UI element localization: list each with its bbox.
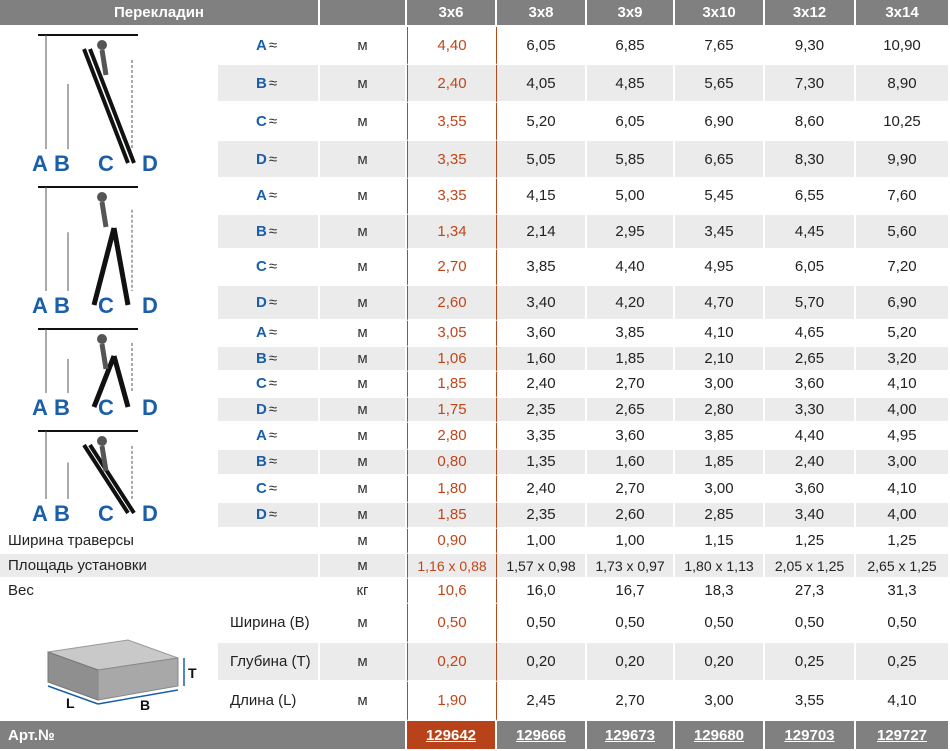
svg-text:C: C (98, 151, 114, 176)
svg-text:A: A (32, 395, 48, 420)
article-cell (856, 721, 950, 749)
value-cell: 3,60 (497, 321, 587, 347)
value-cell: 1,90 (407, 682, 497, 721)
value-cell: 3,60 (765, 372, 856, 398)
dimension-letter: B (256, 222, 267, 240)
table-row (0, 179, 950, 215)
value-cell: 2,40 (765, 450, 856, 477)
value-cell: 7,30 (765, 65, 856, 103)
value-cell: 9,30 (765, 27, 856, 65)
box-label-l: L (66, 694, 75, 711)
value-cell: 31,3 (856, 579, 950, 604)
approx-symbol: ≈ (268, 453, 278, 471)
approx-symbol: ≈ (268, 400, 278, 418)
svg-text:B: B (54, 395, 70, 420)
dimension-letter: A (256, 426, 267, 444)
header-row (0, 0, 950, 27)
value-cell: 1,60 (587, 450, 675, 477)
value-cell: 3,00 (675, 372, 765, 398)
box-label-b: B (140, 696, 151, 712)
value-cell: 3,20 (856, 347, 950, 373)
value-cell: 6,65 (675, 141, 765, 179)
ladder-diagram-cell (0, 27, 218, 179)
footer-row (0, 721, 950, 749)
value-cell: 10,25 (856, 103, 950, 141)
dimension-letter: A (256, 36, 267, 54)
dimension-label (218, 398, 320, 424)
value-cell: 1,57 x 0,98 (497, 554, 587, 579)
value-cell: 3,85 (587, 321, 675, 347)
dimension-letter: A (256, 324, 267, 342)
dimension-letter: B (256, 349, 267, 367)
svg-text:D: D (142, 501, 158, 526)
value-cell: 6,05 (587, 103, 675, 141)
dimension-label (218, 141, 320, 179)
dimension-letter: C (256, 479, 267, 497)
unit-cell: м (320, 604, 407, 643)
article-link[interactable]: 129703 (784, 726, 835, 744)
value-cell: 4,10 (856, 682, 950, 721)
header-col: 3x9 (587, 0, 675, 27)
value-cell: 4,40 (765, 423, 856, 450)
svg-text:B: B (54, 151, 70, 176)
approx-symbol: ≈ (268, 112, 278, 130)
article-cell (497, 721, 587, 749)
value-cell: 5,60 (856, 215, 950, 251)
value-cell: 6,05 (497, 27, 587, 65)
value-cell: 2,70 (407, 250, 497, 286)
value-cell: 1,16 x 0,88 (407, 554, 497, 579)
value-cell: 8,90 (856, 65, 950, 103)
value-cell: 3,85 (675, 423, 765, 450)
value-cell: 2,35 (497, 398, 587, 424)
value-cell: 2,60 (407, 286, 497, 322)
dimension-label (218, 423, 320, 450)
value-cell: 3,35 (497, 423, 587, 450)
article-label: Арт.№ (0, 721, 407, 749)
value-cell: 6,90 (856, 286, 950, 322)
unit-cell: м (320, 503, 407, 530)
value-cell: 3,85 (497, 250, 587, 286)
value-cell: 27,3 (765, 579, 856, 604)
value-cell: 0,90 (407, 529, 497, 554)
value-cell: 6,55 (765, 179, 856, 215)
ladder-diagram-combined-ladder-a-frame-extended (0, 179, 216, 319)
value-cell: 4,40 (407, 27, 497, 65)
ladder-diagram-cell (0, 179, 218, 321)
value-cell: 1,60 (497, 347, 587, 373)
article-cell (765, 721, 856, 749)
ladder-diagram-ladder-against-wall-short (0, 423, 216, 527)
dimension-letter: A (256, 187, 267, 205)
dimension-label (218, 179, 320, 215)
value-cell: 0,20 (675, 643, 765, 682)
value-cell: 4,05 (497, 65, 587, 103)
unit-cell: м (320, 65, 407, 103)
value-cell: 10,90 (856, 27, 950, 65)
value-cell: 2,85 (675, 503, 765, 530)
approx-symbol: ≈ (268, 479, 278, 497)
row-name: Ширина траверсы (0, 529, 320, 554)
value-cell: 5,70 (765, 286, 856, 322)
box-label-t: T (188, 664, 197, 681)
value-cell: 1,75 (407, 398, 497, 424)
unit-cell: м (320, 398, 407, 424)
value-cell: 2,40 (407, 65, 497, 103)
dimension-letter: D (256, 400, 267, 418)
package-box-diagram (0, 612, 216, 712)
value-cell: 4,10 (856, 372, 950, 398)
unit-cell: м (320, 476, 407, 503)
dimension-label (218, 503, 320, 530)
value-cell: 4,00 (856, 503, 950, 530)
article-link[interactable]: 129673 (604, 726, 656, 744)
unit-cell: м (320, 347, 407, 373)
value-cell: 3,60 (587, 423, 675, 450)
dimension-label (218, 321, 320, 347)
svg-text:C: C (98, 501, 114, 526)
unit-cell: м (320, 450, 407, 477)
value-cell: 7,20 (856, 250, 950, 286)
value-cell: 2,35 (497, 503, 587, 530)
value-cell: 1,00 (497, 529, 587, 554)
value-cell: 1,80 (407, 476, 497, 503)
dimension-letter: D (256, 150, 267, 168)
dimension-label (218, 65, 320, 103)
unit-cell: м (320, 423, 407, 450)
value-cell: 0,20 (407, 643, 497, 682)
article-cell (587, 721, 675, 749)
value-cell: 2,70 (587, 682, 675, 721)
header-col: 3x14 (856, 0, 950, 27)
dimension-label (218, 476, 320, 503)
value-cell: 3,40 (765, 503, 856, 530)
approx-symbol: ≈ (268, 36, 278, 54)
value-cell: 2,40 (497, 476, 587, 503)
value-cell: 3,00 (856, 450, 950, 477)
unit-cell: м (320, 215, 407, 251)
value-cell: 2,70 (587, 372, 675, 398)
header-col: 3x6 (407, 0, 497, 27)
article-link[interactable]: 129666 (515, 726, 567, 744)
unit-cell: м (320, 682, 407, 721)
dimension-label (218, 450, 320, 477)
value-cell: 5,05 (497, 141, 587, 179)
value-cell: 1,85 (675, 450, 765, 477)
value-cell: 1,80 x 1,13 (675, 554, 765, 579)
svg-text:B: B (54, 293, 70, 318)
value-cell: 5,65 (675, 65, 765, 103)
unit-cell: м (320, 529, 407, 554)
value-cell: 0,25 (856, 643, 950, 682)
value-cell: 4,85 (587, 65, 675, 103)
value-cell: 3,60 (765, 476, 856, 503)
row-name: Ширина (B) (218, 604, 320, 643)
header-col: 3x12 (765, 0, 856, 27)
value-cell: 1,25 (765, 529, 856, 554)
value-cell: 6,90 (675, 103, 765, 141)
value-cell: 10,6 (407, 579, 497, 604)
value-cell: 4,40 (587, 250, 675, 286)
dimension-letter: D (256, 506, 267, 524)
value-cell: 5,20 (856, 321, 950, 347)
value-cell: 5,85 (587, 141, 675, 179)
value-cell: 0,50 (497, 604, 587, 643)
value-cell: 3,40 (497, 286, 587, 322)
value-cell: 1,15 (675, 529, 765, 554)
ladder-diagram-cell (0, 423, 218, 529)
ladder-diagram-cell (0, 321, 218, 423)
value-cell: 4,15 (497, 179, 587, 215)
value-cell: 9,90 (856, 141, 950, 179)
value-cell: 2,40 (497, 372, 587, 398)
value-cell: 3,55 (407, 103, 497, 141)
ladder-diagram-single-ladder-against-wall (0, 27, 216, 177)
value-cell: 1,34 (407, 215, 497, 251)
dimension-letter: C (256, 375, 267, 393)
value-cell: 3,45 (675, 215, 765, 251)
header-col: 3x8 (497, 0, 587, 27)
header-unit-spacer (320, 0, 407, 27)
value-cell: 2,10 (675, 347, 765, 373)
approx-symbol: ≈ (268, 222, 278, 240)
dimension-label (218, 286, 320, 322)
approx-symbol: ≈ (268, 258, 278, 276)
value-cell: 0,80 (407, 450, 497, 477)
approx-symbol: ≈ (268, 187, 278, 205)
svg-text:C: C (98, 395, 114, 420)
value-cell: 2,65 (587, 398, 675, 424)
value-cell: 3,55 (765, 682, 856, 721)
table-body (0, 27, 950, 721)
table-row (0, 27, 950, 65)
dimension-label (218, 103, 320, 141)
table-row (0, 554, 950, 579)
dimension-letter: D (256, 293, 267, 311)
article-cell (675, 721, 765, 749)
table-row (0, 579, 950, 604)
value-cell: 7,65 (675, 27, 765, 65)
article-cell (407, 721, 497, 749)
row-name: Вес (0, 579, 320, 604)
article-link[interactable]: 129680 (693, 726, 745, 744)
svg-text:B: B (54, 501, 70, 526)
value-cell: 0,50 (407, 604, 497, 643)
article-link[interactable]: 129642 (425, 726, 477, 744)
unit-cell: м (320, 321, 407, 347)
approx-symbol: ≈ (268, 150, 278, 168)
value-cell: 4,65 (765, 321, 856, 347)
svg-text:D: D (142, 293, 158, 318)
value-cell: 3,35 (407, 179, 497, 215)
value-cell: 1,73 x 0,97 (587, 554, 675, 579)
value-cell: 3,05 (407, 321, 497, 347)
value-cell: 6,05 (765, 250, 856, 286)
approx-symbol: ≈ (268, 293, 278, 311)
value-cell: 0,20 (587, 643, 675, 682)
value-cell: 1,06 (407, 347, 497, 373)
value-cell: 2,80 (675, 398, 765, 424)
unit-cell: м (320, 643, 407, 682)
unit-cell: м (320, 250, 407, 286)
dimension-label (218, 347, 320, 373)
value-cell: 16,0 (497, 579, 587, 604)
value-cell: 3,00 (675, 476, 765, 503)
value-cell: 0,50 (856, 604, 950, 643)
value-cell: 1,85 (407, 503, 497, 530)
value-cell: 2,05 x 1,25 (765, 554, 856, 579)
value-cell: 0,50 (765, 604, 856, 643)
value-cell: 7,60 (856, 179, 950, 215)
value-cell: 4,70 (675, 286, 765, 322)
unit-cell: м (320, 554, 407, 579)
row-name: Глубина (T) (218, 643, 320, 682)
value-cell: 2,60 (587, 503, 675, 530)
dimension-label (218, 250, 320, 286)
table-row (0, 604, 950, 643)
value-cell: 0,50 (587, 604, 675, 643)
approx-symbol: ≈ (268, 349, 278, 367)
svg-text:A: A (32, 293, 48, 318)
dimension-letter: B (256, 74, 267, 92)
svg-text:D: D (142, 395, 158, 420)
value-cell: 3,30 (765, 398, 856, 424)
value-cell: 5,45 (675, 179, 765, 215)
approx-symbol: ≈ (268, 426, 278, 444)
value-cell: 0,50 (675, 604, 765, 643)
value-cell: 5,00 (587, 179, 675, 215)
value-cell: 2,80 (407, 423, 497, 450)
dimension-letter: C (256, 258, 267, 276)
value-cell: 2,45 (497, 682, 587, 721)
value-cell: 4,10 (856, 476, 950, 503)
value-cell: 2,95 (587, 215, 675, 251)
value-cell: 5,20 (497, 103, 587, 141)
value-cell: 2,65 (765, 347, 856, 373)
dimension-letter: B (256, 453, 267, 471)
value-cell: 16,7 (587, 579, 675, 604)
value-cell: 1,25 (856, 529, 950, 554)
ladder-diagram-a-frame-stepladder (0, 321, 216, 421)
unit-cell: м (320, 372, 407, 398)
value-cell: 8,60 (765, 103, 856, 141)
value-cell: 6,85 (587, 27, 675, 65)
value-cell: 1,85 (587, 347, 675, 373)
value-cell: 0,25 (765, 643, 856, 682)
svg-text:C: C (98, 293, 114, 318)
package-diagram-cell (0, 604, 218, 721)
value-cell: 4,95 (675, 250, 765, 286)
value-cell: 3,35 (407, 141, 497, 179)
article-link[interactable]: 129727 (876, 726, 928, 744)
header-title: Перекладин (0, 0, 320, 27)
approx-symbol: ≈ (268, 74, 278, 92)
table-row (0, 321, 950, 347)
approx-symbol: ≈ (268, 324, 278, 342)
dimension-label (218, 215, 320, 251)
value-cell: 4,10 (675, 321, 765, 347)
header-col: 3x10 (675, 0, 765, 27)
row-name: Длина (L) (218, 682, 320, 721)
value-cell: 1,00 (587, 529, 675, 554)
value-cell: 4,20 (587, 286, 675, 322)
svg-text:A: A (32, 501, 48, 526)
table-row (0, 423, 950, 450)
approx-symbol: ≈ (268, 375, 278, 393)
unit-cell: м (320, 103, 407, 141)
unit-cell: кг (320, 579, 407, 604)
value-cell: 2,70 (587, 476, 675, 503)
value-cell: 4,00 (856, 398, 950, 424)
svg-text:D: D (142, 151, 158, 176)
dimension-label (218, 372, 320, 398)
value-cell: 4,45 (765, 215, 856, 251)
row-name: Площадь установки (0, 554, 320, 579)
value-cell: 1,85 (407, 372, 497, 398)
unit-cell: м (320, 27, 407, 65)
svg-text:A: A (32, 151, 48, 176)
unit-cell: м (320, 141, 407, 179)
value-cell: 8,30 (765, 141, 856, 179)
approx-symbol: ≈ (268, 506, 278, 524)
value-cell: 3,00 (675, 682, 765, 721)
value-cell: 0,20 (497, 643, 587, 682)
dimension-label (218, 27, 320, 65)
table-row (0, 529, 950, 554)
value-cell: 1,35 (497, 450, 587, 477)
dimension-letter: C (256, 112, 267, 130)
unit-cell: м (320, 286, 407, 322)
value-cell: 2,14 (497, 215, 587, 251)
unit-cell: м (320, 179, 407, 215)
value-cell: 4,95 (856, 423, 950, 450)
value-cell: 2,65 x 1,25 (856, 554, 950, 579)
value-cell: 18,3 (675, 579, 765, 604)
